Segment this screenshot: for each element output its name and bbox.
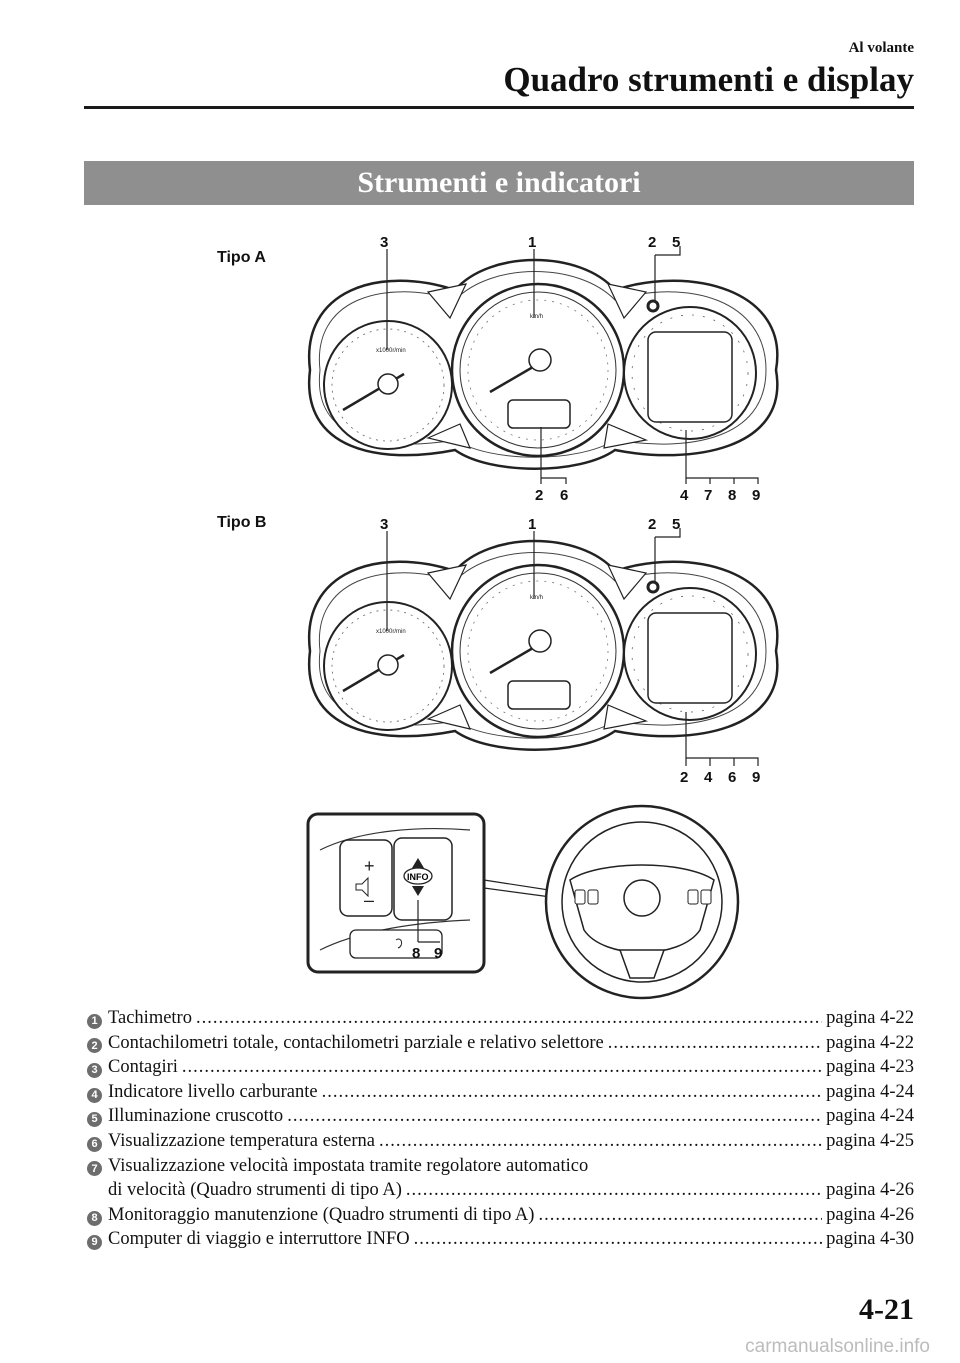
- callout-a-5: 5: [672, 234, 681, 251]
- legend-number-badge: 7: [87, 1161, 102, 1176]
- callout-b-1: 1: [528, 516, 537, 533]
- leader-dots: [322, 1080, 823, 1105]
- callout-a-4: 4: [680, 487, 689, 504]
- legend-page-ref: pagina 4-22: [826, 1032, 914, 1053]
- legend-item: [84, 1031, 914, 1056]
- legend-list: [84, 1006, 914, 1252]
- callout-b-5: 5: [672, 516, 681, 533]
- legend-item: [84, 1178, 914, 1203]
- legend-page-ref: pagina 4-24: [826, 1106, 914, 1127]
- callout-a-3: 3: [380, 234, 389, 251]
- legend-item: [84, 1006, 914, 1031]
- legend-page-ref: pagina 4-22: [826, 1008, 914, 1028]
- legend-item: [84, 1129, 914, 1154]
- legend-item: [84, 1203, 914, 1228]
- callout-b-3: 3: [380, 516, 389, 533]
- legend-text: Computer di viaggio e interruttore INFO: [108, 1229, 410, 1250]
- steering-wheel: [546, 806, 738, 998]
- type-a-illumination-sensor: [648, 301, 658, 311]
- callout-a-7: 7: [704, 487, 713, 504]
- legend-page-ref: pagina 4-25: [826, 1130, 914, 1151]
- running-header-title: Quadro strumenti e display: [503, 60, 914, 99]
- legend-text: Visualizzazione temperatura esterna: [108, 1130, 375, 1151]
- callout-a-2b: 2: [535, 487, 544, 504]
- callout-a-9: 9: [752, 487, 761, 504]
- type-b-illumination-sensor: [648, 582, 658, 592]
- leader-dots: [538, 1203, 822, 1228]
- callout-a-1: 1: [528, 234, 537, 251]
- legend-number-badge: 4: [87, 1088, 102, 1103]
- callout-a-6: 6: [560, 487, 569, 504]
- legend-text: Contachilometri totale, contachilometri parziale e relativo selettore: [108, 1032, 604, 1053]
- leader-dots: [414, 1227, 823, 1252]
- leader-dots: [196, 1006, 822, 1031]
- switch-callout-9: 9: [434, 945, 443, 962]
- section-heading: Strumenti e indicatori: [84, 161, 914, 205]
- legend-page-ref: pagina 4-30: [826, 1229, 914, 1250]
- callout-b-6: 6: [728, 769, 737, 786]
- type-b-cluster-outline: [309, 541, 777, 750]
- legend-item: [84, 1055, 914, 1080]
- legend-item: [84, 1154, 914, 1179]
- watermark: carmanualsonline.info: [745, 1336, 930, 1357]
- legend-number-badge: 8: [87, 1211, 102, 1226]
- legend-text: Visualizzazione velocità impostata tramite regolatore automatico: [108, 1155, 589, 1176]
- page-number: 4-21: [859, 1293, 914, 1326]
- leader-dots: [608, 1031, 822, 1056]
- switch-callout-8: 8: [412, 945, 421, 962]
- leader-dots: [287, 1104, 822, 1129]
- legend-number-badge: 1: [87, 1014, 102, 1029]
- legend-text: Indicatore livello carburante: [108, 1081, 318, 1102]
- volume-minus-label: –: [364, 890, 375, 910]
- legend-item: [84, 1080, 914, 1105]
- type-a-label: Tipo A: [217, 249, 266, 266]
- legend-page-ref: pagina 4-26: [826, 1204, 914, 1225]
- legend-text: Illuminazione cruscotto: [108, 1106, 284, 1127]
- legend-number-badge: 9: [87, 1235, 102, 1250]
- legend-page-ref: pagina 4-26: [826, 1180, 914, 1201]
- legend-text: di velocità (Quadro strumenti di tipo A): [108, 1180, 402, 1201]
- legend-number-badge: 3: [87, 1063, 102, 1078]
- leader-dots: [379, 1129, 822, 1154]
- legend-text: Monitoraggio manutenzione (Quadro strumenti di tipo A): [108, 1204, 535, 1225]
- type-b-label: Tipo B: [217, 514, 267, 531]
- legend-text: Contagiri: [108, 1057, 178, 1078]
- running-header-section: Al volante: [848, 40, 914, 56]
- legend-page-ref: pagina 4-24: [826, 1081, 914, 1102]
- legend-number-badge: 5: [87, 1112, 102, 1127]
- callout-b-2: 2: [648, 516, 657, 533]
- leader-dots: [182, 1055, 822, 1080]
- legend-item: [84, 1104, 914, 1129]
- callout-b-2b: 2: [680, 769, 689, 786]
- callout-a-8: 8: [728, 487, 737, 504]
- callout-b-9: 9: [752, 769, 761, 786]
- callout-a-2: 2: [648, 234, 657, 251]
- legend-number-badge: 6: [87, 1137, 102, 1152]
- leader-dots: [406, 1178, 822, 1203]
- info-button-label: INFO: [407, 872, 429, 882]
- volume-plus-label: +: [364, 856, 375, 876]
- legend-text: Tachimetro: [108, 1008, 192, 1028]
- legend-item: [84, 1227, 914, 1252]
- legend-number-badge: 2: [87, 1038, 102, 1053]
- type-a-cluster-outline: [309, 260, 777, 469]
- callout-b-4: 4: [704, 769, 713, 786]
- legend-page-ref: pagina 4-23: [826, 1057, 914, 1078]
